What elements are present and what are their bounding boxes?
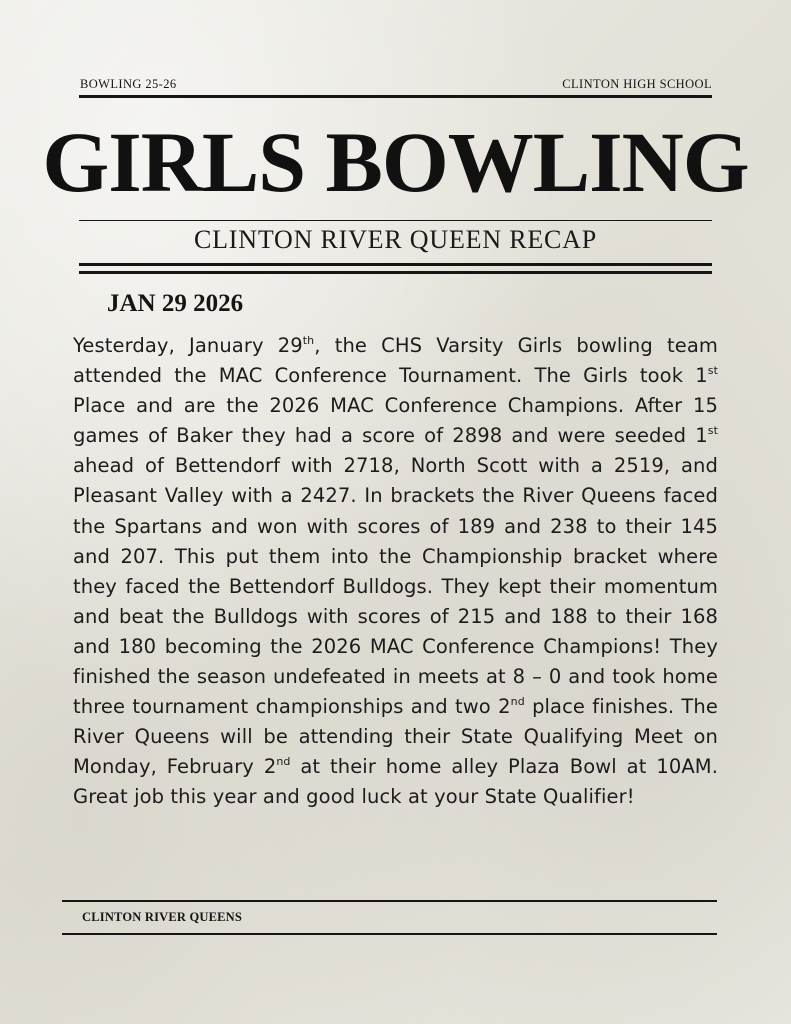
article-text-segment: at their home alley Plaza Bowl at 10AM. Great job this year and good luck at your State Qualifier! <box>73 755 718 809</box>
season-label: BOWLING 25-26 <box>80 77 177 91</box>
ordinal-suffix: th <box>302 334 315 347</box>
article-date: JAN 29 2026 <box>107 290 244 317</box>
footer-rule-top <box>62 900 717 902</box>
page-title: GIRLS BOWLING <box>42 114 749 210</box>
article-text-segment: ahead of Bettendorf with 2718, North Scott with a 2519, and Pleasant Valley with a 2427. In brackets the River Queens faced the Spartans and won with scores of 189 and 238 to their 145 and 207. This put them into the Championship bracket where they faced the Bettendorf Bulldogs. They kept their momentum and beat the Bulldogs with scores of 215 and 188 to their 168 and 180 becoming the 2026 MAC Conference Champions! They finished the season undefeated in meets at 8 – 0 and took home three tournament championships and two 2 <box>73 454 718 719</box>
school-label: CLINTON HIGH SCHOOL <box>562 77 712 91</box>
ordinal-suffix: nd <box>510 695 525 709</box>
page-subtitle: CLINTON RIVER QUEEN RECAP <box>193 225 598 254</box>
article-text-segment: place finishes. The River Queens will be attending their State Qualifying Meet on Monday, February 2 <box>73 695 718 779</box>
title-rule-thin <box>79 220 712 221</box>
footer-rule-bottom <box>62 933 717 935</box>
article-text-segment: Yesterday, January 29 <box>73 334 303 357</box>
ordinal-suffix: nd <box>276 755 291 769</box>
ordinal-suffix: st <box>707 364 718 378</box>
footer-team-label: CLINTON RIVER QUEENS <box>82 910 243 924</box>
subtitle-rule-bottom <box>79 271 712 274</box>
article-body <box>73 331 718 813</box>
subtitle-rule-top <box>79 263 712 266</box>
ordinal-suffix: st <box>707 424 718 438</box>
article-text-segment: Place and are the 2026 MAC Conference Champions. After 15 games of Baker they had a score of 2898 and were seeded 1 <box>73 394 718 448</box>
article-text-segment: , the CHS Varsity Girls bowling team attended the MAC Conference Tournament. The Girls took 1 <box>73 334 718 388</box>
header-rule-thick <box>79 95 712 98</box>
